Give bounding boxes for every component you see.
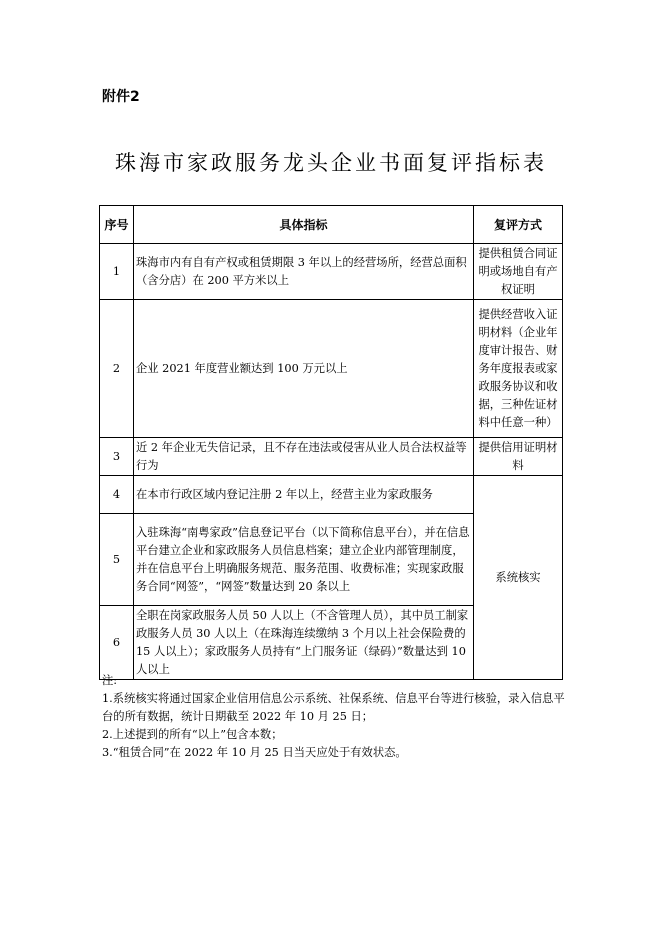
indicator-cell: 全职在岗家政服务人员 50 人以上（不含管理人员），其中员工制家政服务人员 30 人以上（在珠海连续缴纳 3 个月以上社会保险费的 15 人以上）；家政服务人员持有“上门服务证（绿码）”数量达到 10 人以上	[134, 606, 474, 680]
table-row	[100, 244, 563, 300]
notes-label: 注:	[102, 674, 118, 687]
table-header-row	[100, 206, 563, 244]
attachment-label: 附件2	[102, 89, 140, 105]
notes-section	[102, 672, 572, 762]
indicator-table	[99, 205, 563, 680]
table-row	[100, 476, 563, 514]
row-number: 1	[100, 244, 134, 300]
table-row	[100, 300, 563, 438]
indicator-cell: 近 2 年企业无失信记录，且不存在违法或侵害从业人员合法权益等行为	[134, 438, 474, 476]
document-title: 珠海市家政服务龙头企业书面复评指标表	[115, 151, 547, 175]
header-method: 复评方式	[474, 206, 563, 244]
note-item: 1.系统核实将通过国家企业信用信息公示系统、社保系统、信息平台等进行核验，录入信息平台的所有数据，统计日期截至 2022 年 10 月 25 日；	[102, 692, 565, 723]
row-number: 6	[100, 606, 134, 680]
indicator-cell: 在本市行政区域内登记注册 2 年以上，经营主业为家政服务	[134, 476, 474, 514]
row-number: 5	[100, 514, 134, 606]
header-indicator: 具体指标	[134, 206, 474, 244]
note-item: 2.上述提到的所有“以上”包含本数；	[102, 728, 283, 741]
header-no: 序号	[100, 206, 134, 244]
note-item: 3.“租赁合同”在 2022 年 10 月 25 日当天应处于有效状态。	[102, 746, 407, 759]
indicator-cell: 企业 2021 年度营业额达到 100 万元以上	[134, 300, 474, 438]
method-cell-merged: 系统核实	[474, 476, 563, 680]
row-number: 4	[100, 476, 134, 514]
method-cell: 提供租赁合同证明或场地自有产权证明	[474, 244, 563, 300]
row-number: 2	[100, 300, 134, 438]
method-cell: 提供信用证明材料	[474, 438, 563, 476]
indicator-cell: 珠海市内有自有产权或租赁期限 3 年以上的经营场所，经营总面积（含分店）在 200 平方米以上	[134, 244, 474, 300]
method-cell: 提供经营收入证明材料（企业年度审计报告、财务年度报表或家政服务协议和收据，三种佐证材料中任意一种）	[474, 300, 563, 438]
table-row	[100, 438, 563, 476]
row-number: 3	[100, 438, 134, 476]
indicator-cell: 入驻珠海“南粤家政”信息登记平台（以下简称信息平台），并在信息平台建立企业和家政服务人员信息档案；建立企业内部管理制度，并在信息平台上明确服务规范、服务范围、收费标准；实现家政服务合同“网签”，“网签”数量达到 20 条以上	[134, 514, 474, 606]
